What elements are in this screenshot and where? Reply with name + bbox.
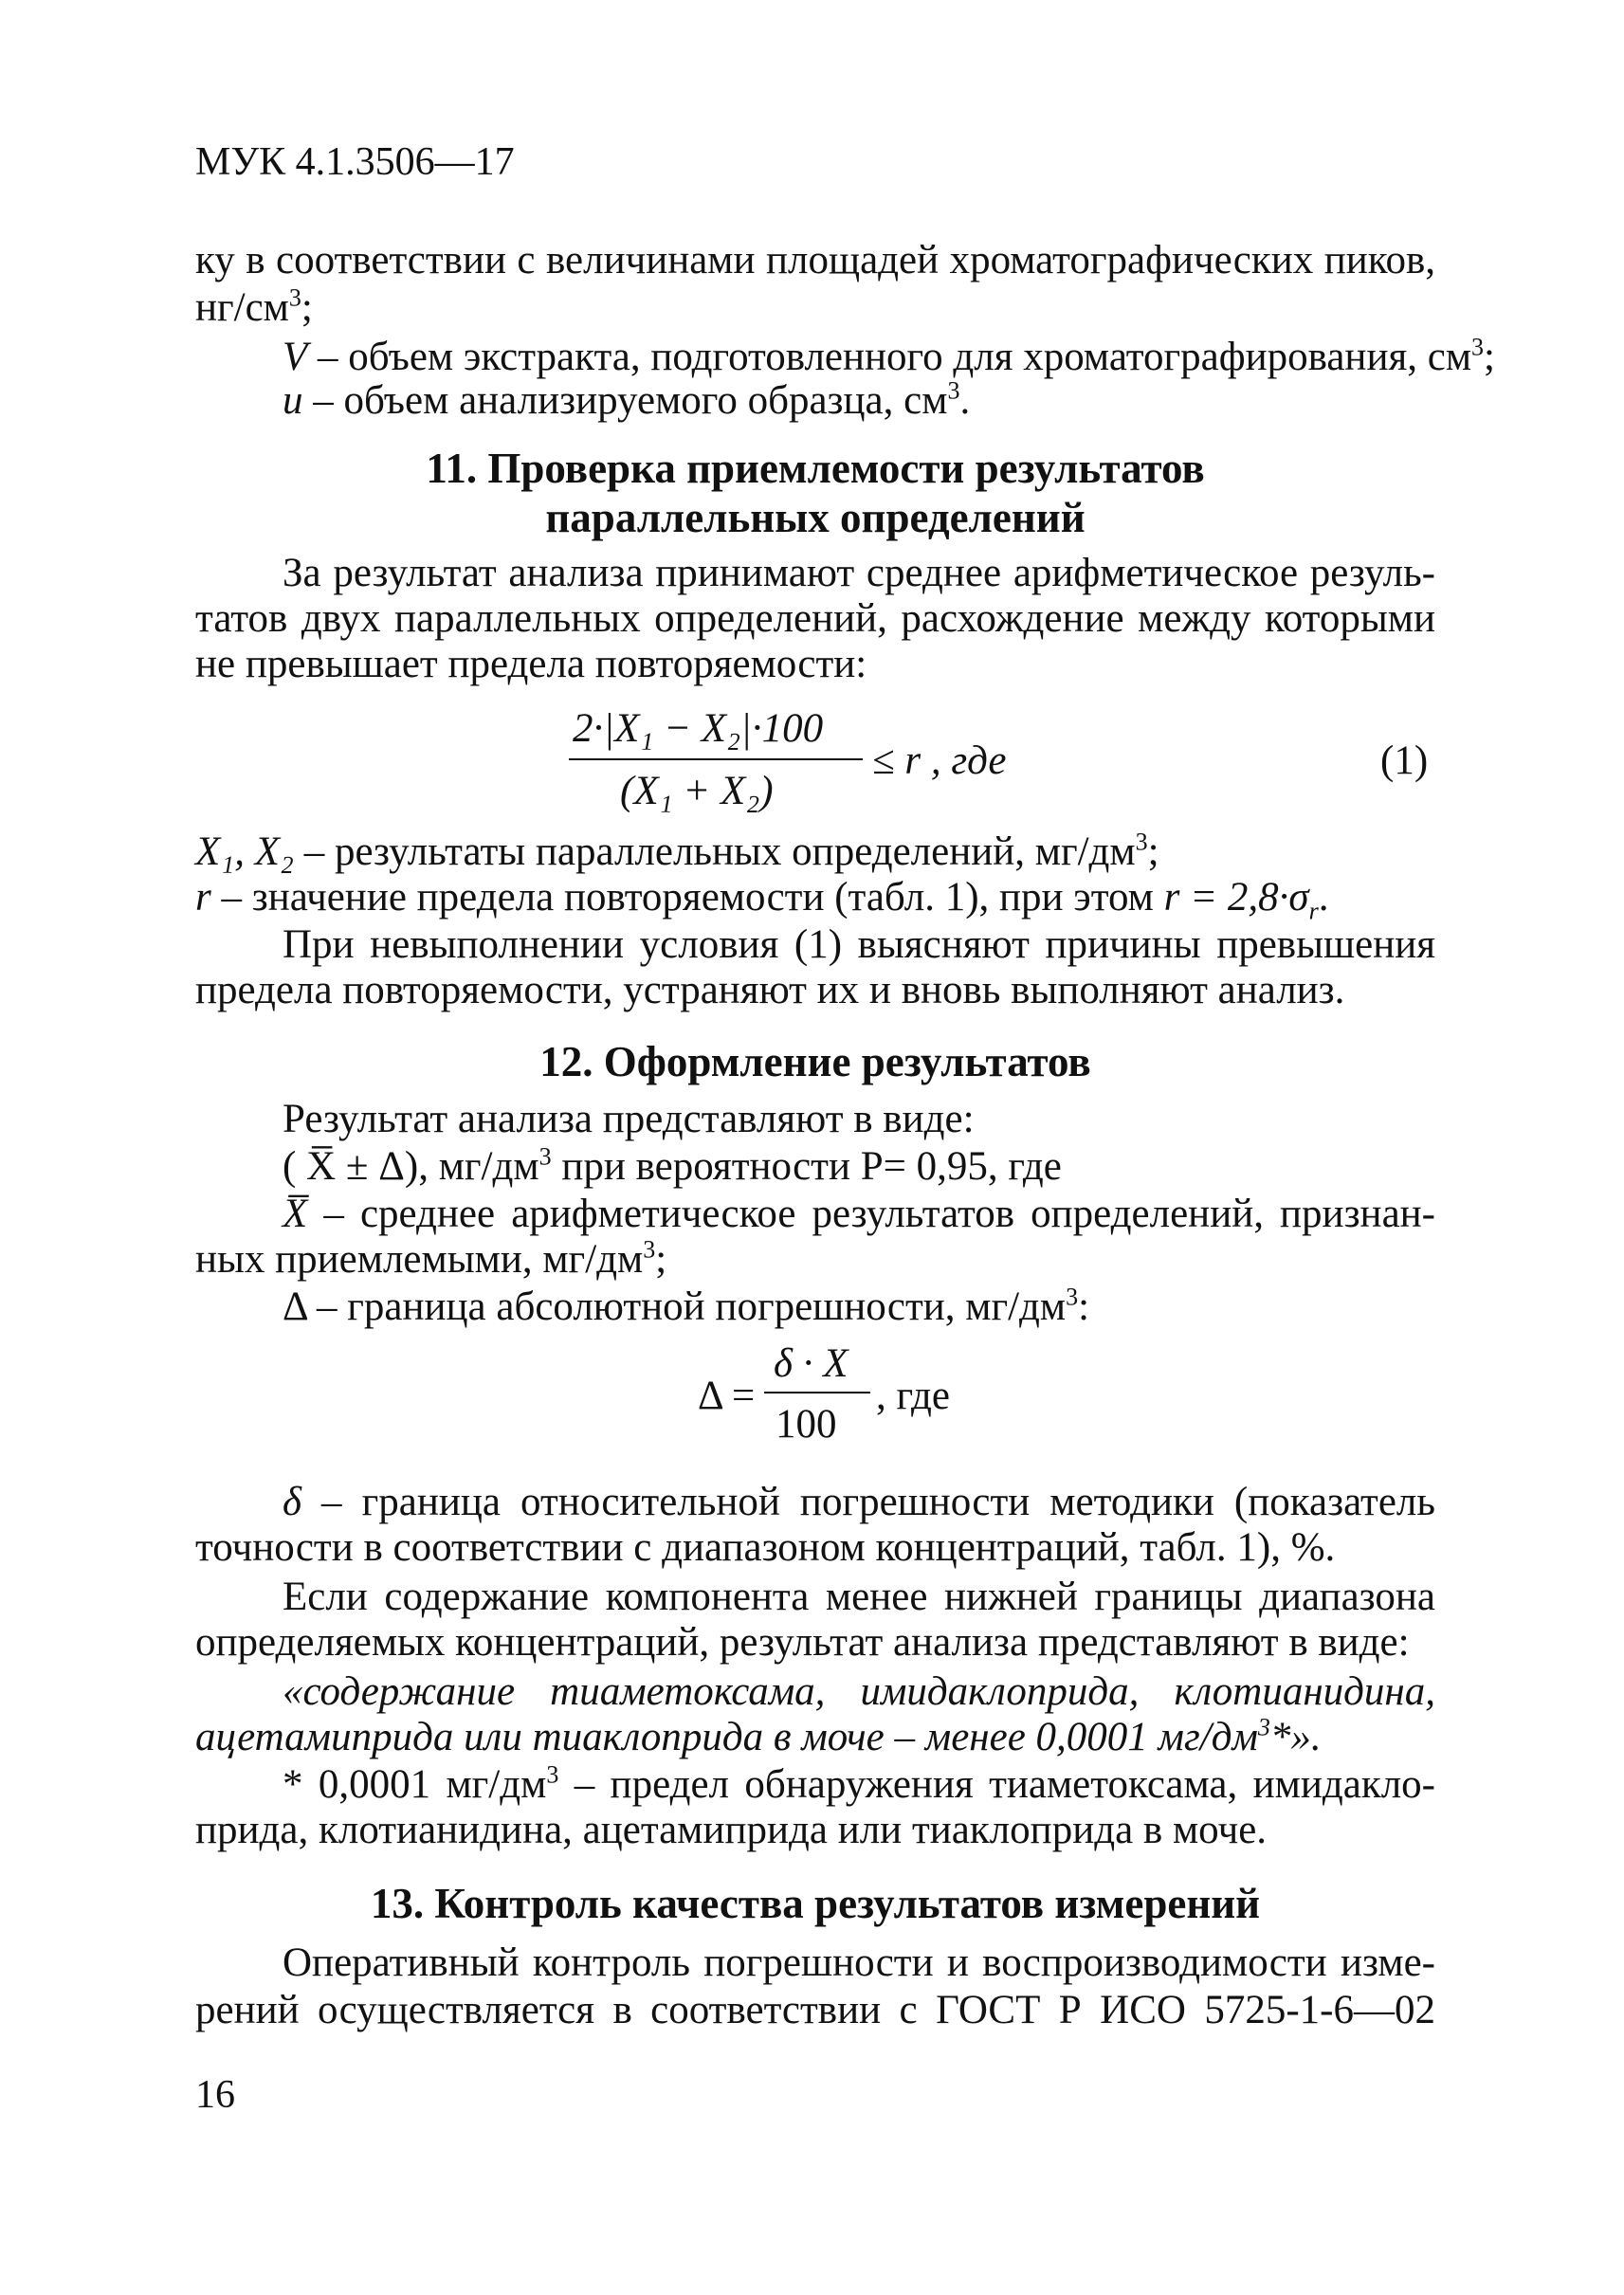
r-definition: r – значение предела повторяемости (табл. 1), при этом $r = 2,8\cdot\sigma_r$.	[195, 875, 1329, 925]
delta-small-line-1: δ – граница относительной погрешности методики (показатель	[283, 1480, 1435, 1524]
footnote-line-1: * 0,0001 $мг/дм^3$ – предел обнаружения тиаметоксама, имидакло-	[283, 1760, 1435, 1807]
section-11-title-line-1: 11. Проверка приемлемости результатов	[426, 445, 1205, 492]
page-header: МУК 4.1.3506—17	[195, 140, 515, 184]
intro-v-definition: V – объем экстракта, подготовленного для хроматографирования, $см^3$;	[283, 333, 1495, 379]
section-12-xbar-line-2: ных приемлемыми, $мг/дм^3$;	[195, 1235, 667, 1282]
section-12-quote-line-1: «содержание тиаметоксама, имидаклоприда, клотианидина,	[283, 1669, 1435, 1714]
formula-1-fraction-bar	[569, 758, 863, 760]
formula-2-denominator: 100	[776, 1402, 837, 1447]
section-12-title: 12. Оформление результатов	[539, 1038, 1091, 1085]
section-12-result-form: ( X̅ ± Δ), $мг/дм^3$ при вероятности Р= 0,95, где	[283, 1142, 1062, 1189]
formula-1-denominator: (X₁ + X₂)	[620, 769, 774, 813]
delta-small-line-2: точности в соответствии с диапазоном концентраций, табл. 1), %.	[195, 1525, 1336, 1570]
section-12-p3-line-2: определяемых концентраций, результат анализа представляют в виде:	[195, 1620, 1410, 1665]
section-11-p1-line-3: не превышает предела повторяемости:	[195, 642, 867, 686]
formula-2-lhs: Δ =	[698, 1374, 756, 1418]
section-12-line-1: Результат анализа представляют в виде:	[283, 1097, 975, 1141]
formula-2-fraction-bar	[764, 1392, 870, 1393]
section-12-delta-definition: Δ – граница абсолютной погрешности, $мг/дм^3$:	[283, 1283, 1090, 1329]
intro-line-1: ку в соответствии с величинами площадей хроматографических пиков,	[195, 238, 1435, 282]
page-number: 16	[195, 2073, 235, 2117]
formula-2-numerator: δ · X	[774, 1341, 848, 1386]
section-13-title: 13. Контроль качества результатов измерений	[370, 1880, 1261, 1927]
intro-line-2: $нг/см^3$;	[195, 283, 313, 330]
formula-1-tail: ≤ r , где	[872, 738, 1007, 783]
formula-1-numerator: 2·|X₁ − X₂|·100	[573, 706, 824, 751]
section-12-xbar-line-1: X̅ – среднее арифметическое результатов определений, признан-	[283, 1192, 1435, 1236]
formula-1-number: (1)	[1380, 738, 1429, 783]
section-11-title-line-2: параллельных определений	[545, 494, 1086, 541]
section-13-line-1: Оперативный контроль погрешности и воспроизводимости изме-	[283, 1940, 1435, 1985]
section-11-p1-line-1: За результат анализа принимают среднее арифметическое резуль-	[283, 551, 1435, 595]
section-12-quote-line-2: ацетамиприда или тиаклоприда в моче – менее 0,0001 $мг/дм^3*$».	[195, 1713, 1322, 1759]
section-12-p3-line-1: Если содержание компонента менее нижней границы диапазона	[283, 1575, 1435, 1619]
formula-2-tail: , где	[876, 1374, 950, 1418]
section-11-p1-line-2: татов двух параллельных определений, расхождение между которыми	[195, 596, 1435, 641]
section-11-p2-line-2: предела повторяемости, устраняют их и вновь выполняют анализ.	[195, 968, 1345, 1012]
section-11-p2-line-1: При невыполнении условия (1) выясняют причины превышения	[283, 922, 1435, 967]
intro-u-definition: u – объем анализируемого образца, $см^3$.	[283, 376, 971, 423]
x-vars-definition: X₁, X₂ – результаты параллельных определений, $мг/дм^3$;	[195, 828, 1159, 874]
section-13-line-2: рений осуществляется в соответствии с ГОСТ Р ИСО 5725-1-6—02	[195, 1988, 1435, 2032]
footnote-line-2: прида, клотианидина, ацетамиприда или тиаклоприда в моче.	[195, 1808, 1268, 1852]
